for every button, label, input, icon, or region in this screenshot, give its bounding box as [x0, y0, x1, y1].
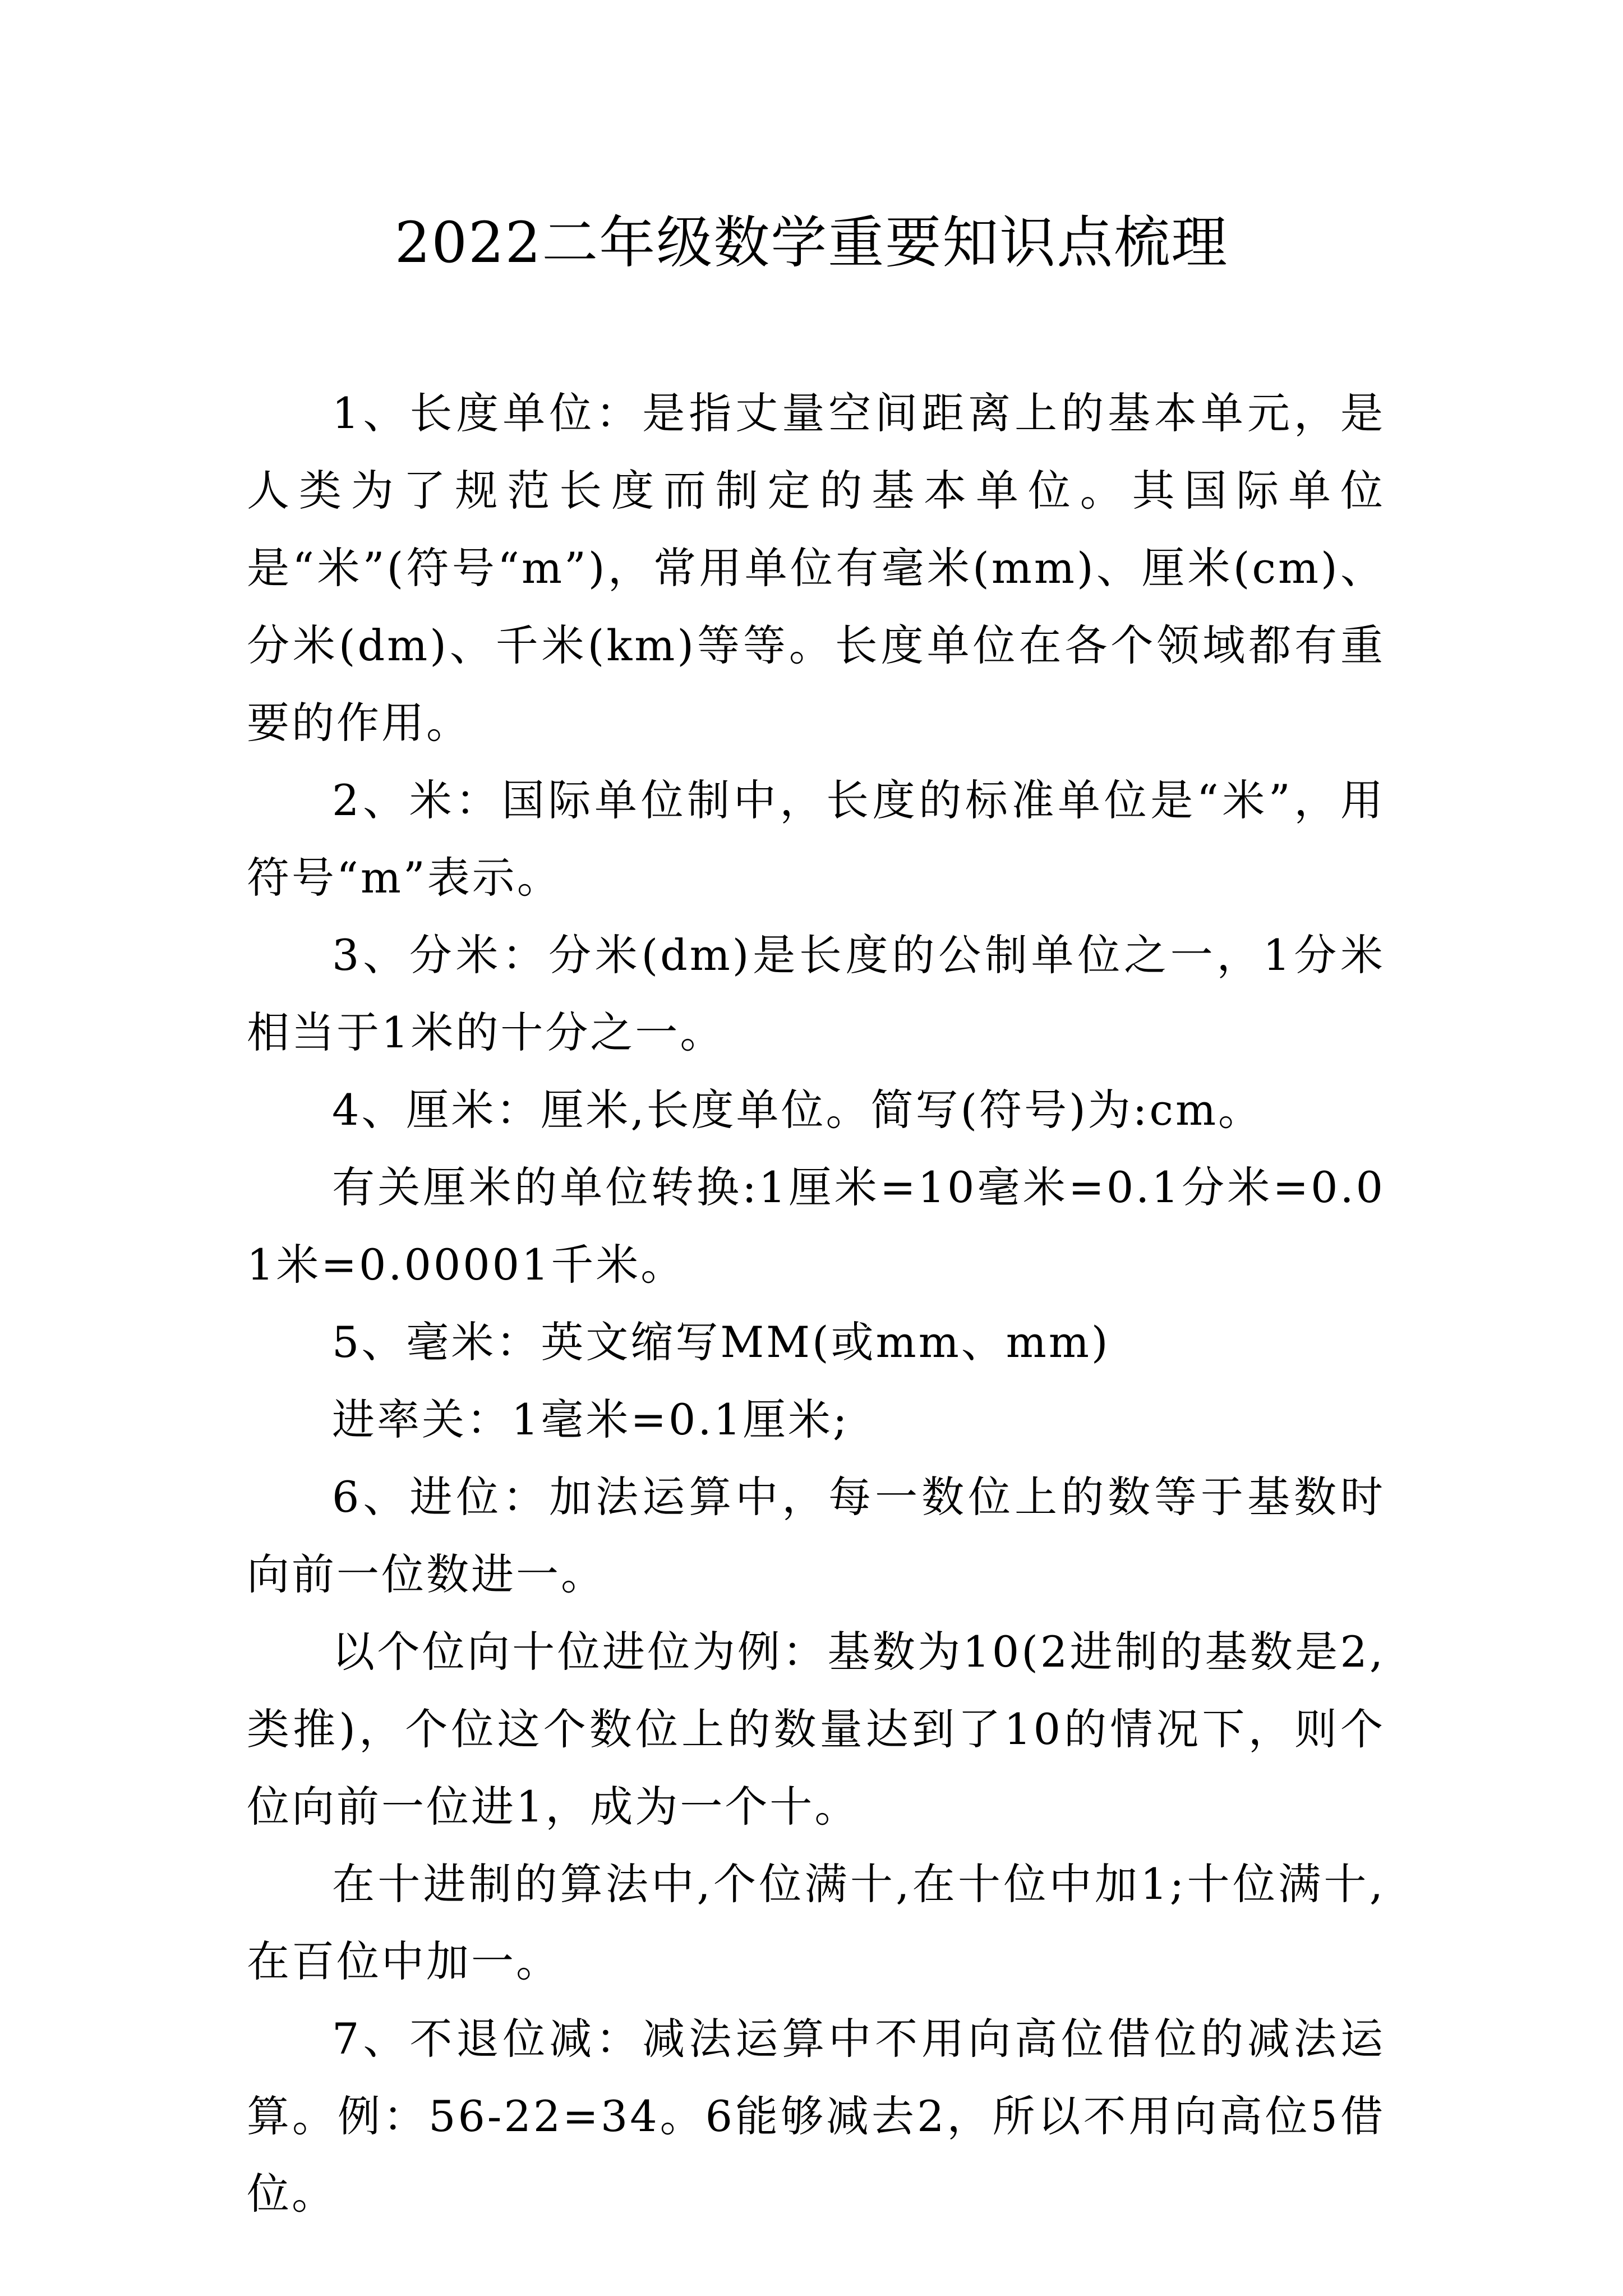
paragraph-carry-example: 以个位向十位进位为例：基数为10(2进制的基数是2,类推)，个位这个数位上的数量达到了10的情况下，则个位向前一位进1，成为一个十。 — [247, 1627, 1385, 1832]
paragraph-centimeter-conversion: 有关厘米的单位转换:1厘米=10毫米=0.1分米=0.01米=0.00001千米。 — [247, 1162, 1385, 1290]
paragraph-length-unit: 1、长度单位：是指丈量空间距离上的基本单元，是人类为了规范长度而制定的基本单位。其国际单位是“米”(符号“m”)，常用单位有毫米(mm)、厘米(cm)、分米(dm)、千米(km)等等。长度单位在各个领域都有重要的作用。 — [247, 388, 1385, 748]
document-title: 2022二年级数学重要知识点梳理 — [394, 210, 1229, 275]
paragraph-carry: 6、进位：加法运算中，每一数位上的数等于基数时向前一位数进一。 — [247, 1472, 1385, 1599]
paragraph-meter: 2、米：国际单位制中，长度的标准单位是“米”，用符号“m”表示。 — [247, 775, 1385, 903]
paragraph-centimeter: 4、厘米：厘米,长度单位。简写(符号)为:cm。 — [332, 1085, 1264, 1135]
paragraph-subtraction-no-borrow: 7、不退位减：减法运算中不用向高位借位的减法运算。例：56-22=34。6能够减去2，所以不用向高位5借位。 — [247, 2014, 1385, 2219]
document-body — [247, 375, 1385, 2233]
paragraph-decimal-carry: 在十进制的算法中,个位满十,在十位中加1;十位满十,在百位中加一。 — [247, 1859, 1385, 1986]
paragraph-decimeter: 3、分米：分米(dm)是长度的公制单位之一，1分米相当于1米的十分之一。 — [247, 930, 1385, 1057]
paragraph-millimeter: 5、毫米：英文缩写MM(或mm、mm) — [332, 1317, 1110, 1367]
paragraph-millimeter-rate: 进率关：1毫米=0.1厘米; — [332, 1395, 850, 1444]
